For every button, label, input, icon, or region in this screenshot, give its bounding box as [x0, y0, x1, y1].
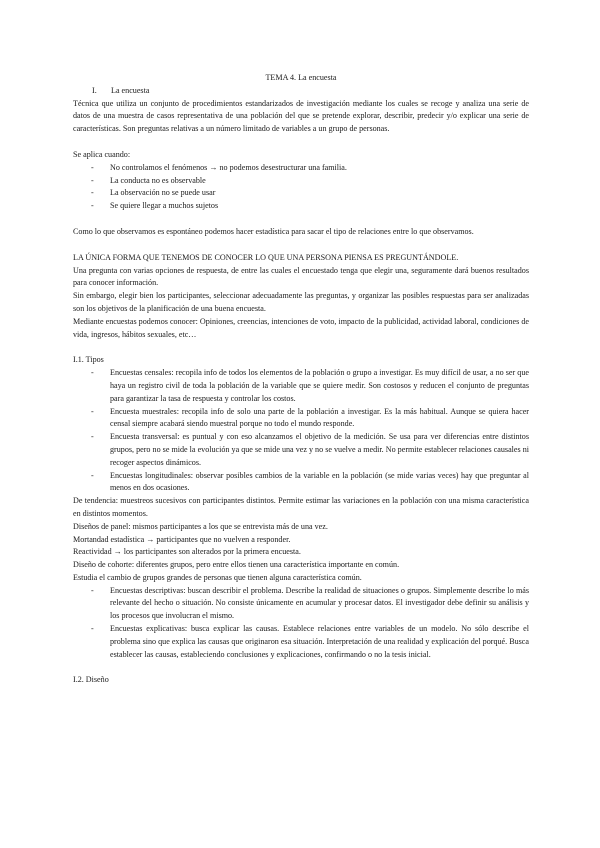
document-page [73, 72, 529, 687]
caps-statement: LA ÚNICA FORMA QUE TENEMOS DE CONOCER LO QUE UNA PERSONA PIENSA ES PREGUNTÁNDOLE. [73, 252, 459, 262]
list-item: - Encuestas explicativas: busca explicar las causas. Establece relaciones entre variables de un modelo. No sólo describe el problema sino que explica las causas que originaron esa situación. Interpretación de una realidad y explicación del porqué. Busca establecer las causas, estableciendo conclusiones y explicaciones, confirmando o no la tesis inicial. [73, 623, 529, 661]
document-title: TEMA 4. La encuesta [265, 73, 337, 82]
list-item: - No controlamos el fenómenos → no podemos desestructurar una familia. [73, 162, 529, 175]
section-heading [73, 85, 529, 98]
tipos-list [73, 367, 529, 495]
list-item: - La observación no se puede usar [73, 187, 529, 200]
spontaneous-paragraph: Como lo que observamos es espontáneo podemos hacer estadística para sacar el tipo de relaciones entre lo que observamos. [73, 226, 474, 236]
reactividad-paragraph: Reactividad → los participantes son alterados por la primera encuesta. [73, 547, 301, 557]
tipos-heading: I.1. Tipos [73, 355, 104, 365]
however-paragraph: Sin embargo, elegir bien los participantes, seleccionar adecuadamente las preguntas, y organizar las posibles respuestas para ser analizadas son los objetivos de la planificación de una buena encuesta. [73, 291, 529, 313]
desc-list [73, 585, 529, 662]
list-item: - La conducta no es observable [73, 175, 529, 188]
applies-list [73, 162, 529, 213]
list-item: - Encuestas descriptivas: buscan describir el problema. Describe la realidad de situaciones o grupos. Simplemente describe lo más relevante del hecho o situación. No consiste únicamente en acumular y procesar datos. El investigador debe definir su análisis y los procesos que involucran el mismo. [73, 585, 529, 623]
list-item: - Encuestas longitudinales: observar posibles cambios de la variable en la población (se mide varias veces) hay que preguntar al menos en dos ocasiones. [73, 470, 529, 496]
survey-paragraph: Mediante encuestas podemos conocer: Opiniones, creencias, intenciones de voto, impacto de la publicidad, actividad laboral, condiciones de vida, ingresos, hábitos sexuales, etc… [73, 316, 529, 339]
list-item: - Se quiere llegar a muchos sujetos [73, 200, 529, 213]
list-item: - Encuesta muestrales: recopila info de solo una parte de la población a investigar. Es la más habitual. Aunque se quiera hacer censal siempre acabará siendo muestral porque no todo el mundo responde. [73, 406, 529, 432]
intro-paragraph: Técnica que utiliza un conjunto de procedimientos estandarizados de investigación mediante los cuales se recoge y analiza una serie de datos de una muestra de casos representativa de una población del que se pretende explorar, describir, predecir y/o explicar una serie de características. Son preguntas relativas a un número limitado de variables a un grupo de personas. [73, 98, 529, 134]
diseno-heading: I.2. Diseño [73, 675, 109, 685]
mortandad-paragraph: Mortandad estadística → participantes que no vuelven a responder. [73, 534, 291, 544]
estudia-paragraph: Estudia el cambio de grupos grandes de personas que tienen alguna característica común. [73, 572, 362, 582]
applies-heading: Se aplica cuando: [73, 149, 131, 159]
panel-paragraph: Diseños de panel: mismos participantes a los que se entrevista más de una vez. [73, 521, 328, 531]
section-label: La encuesta [111, 85, 150, 95]
question-paragraph: Una pregunta con varias opciones de respuesta, de entre las cuales el encuestado tenga que elegir una, seguramente dará buenos resultados para conocer información. [73, 265, 529, 288]
tendencia-paragraph: De tendencia: muestreos sucesivos con participantes distintos. Permite estimar las variaciones en la población con una misma característica en distintos momentos. [73, 496, 529, 518]
cohorte-paragraph: Diseño de cohorte: diferentes grupos, pero entre ellos tienen una característica importante en común. [73, 560, 400, 570]
section-number: I. [92, 85, 97, 95]
list-item: - Encuesta transversal: es puntual y con eso alcanzamos el objetivo de la medición. Se usa para ver diferencias entre distintos grupos, pero no se mide la evolución ya que se mide una vez y no se vuelve a medir. No permite establecer relaciones causales ni recoger aspectos dinámicos. [73, 431, 529, 469]
list-item: - Encuestas censales: recopila info de todos los elementos de la población o grupo a investigar. Es muy difícil de usar, a no ser que haya un registro civil de toda la población de la variable que se quiere medir. Son costosos y reducen el conjunto de preguntas para garantizar la tasa de respuesta y controlar los costos. [73, 367, 529, 405]
